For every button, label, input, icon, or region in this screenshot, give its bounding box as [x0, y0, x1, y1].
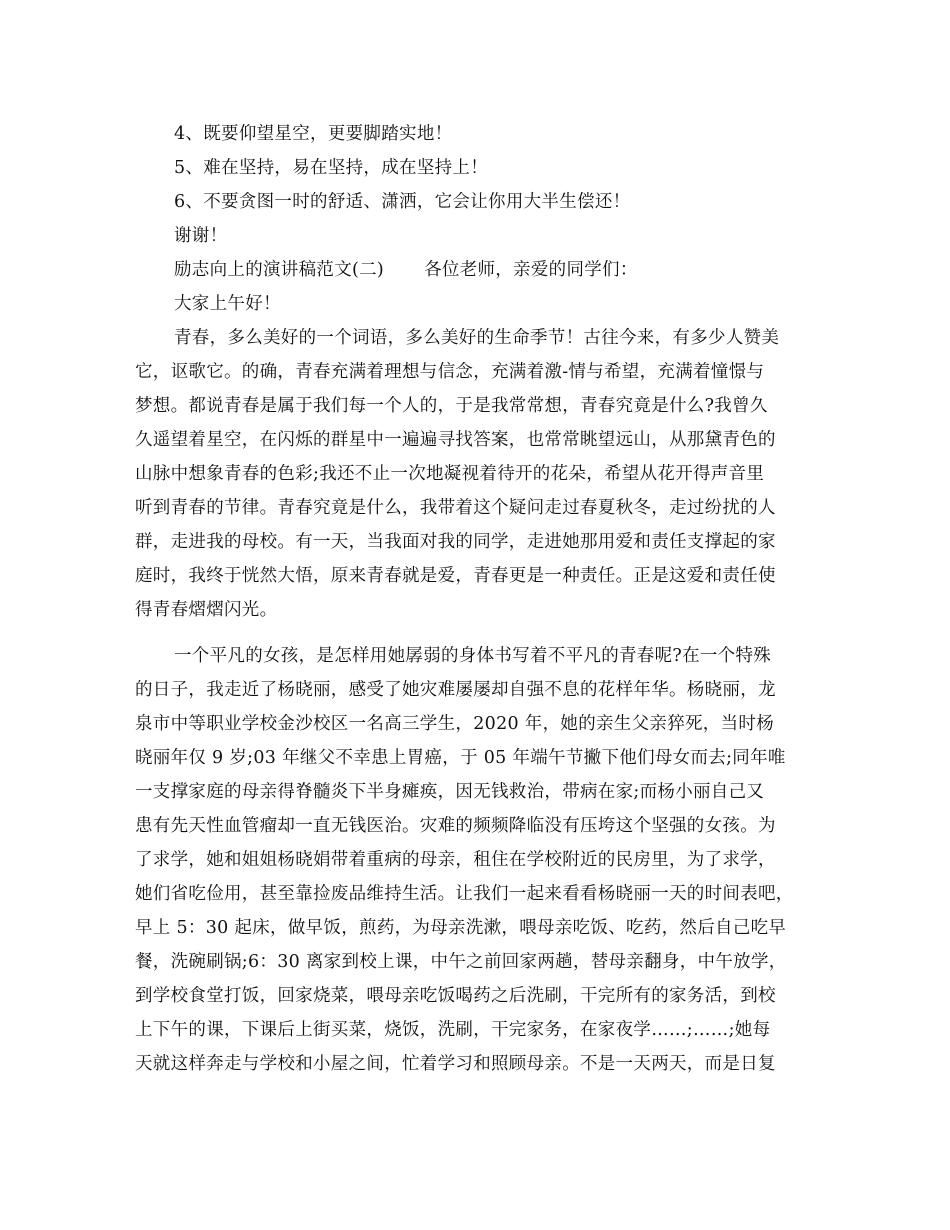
section-heading-line [174, 256, 638, 281]
paragraph-line: 天就这样奔走与学校和小屋之间，忙着学习和照顾母亲。不是一天两天，而是日复 [135, 1054, 776, 1074]
paragraph-line: 餐，洗碗刷锅;6：30 离家到校上课，中午之前回家两趟，替母亲翻身，中午放学， [135, 952, 787, 972]
paragraph-line: 上下午的课，下课后上街买菜，烧饭，洗刷，干完家务，在家夜学……;……;她每 [135, 1020, 771, 1040]
paragraph-line: 青春，多么美好的一个词语，多么美好的生命季节！古往今来，有多少人赞美 [174, 328, 780, 348]
list-item-6: 6、不要贪图一时的舒适、潇洒，它会让你用大半生偿还！ [174, 192, 631, 212]
paragraph-line: 梦想。都说青春是属于我们每一个人的，于是我常常想，青春究竟是什么?我曾久 [135, 396, 768, 416]
paragraph-line: 晓丽年仅 9 岁;03 年继父不幸患上胃癌，于 05 年端午节撇下他们母女而去;同年唯 [135, 748, 786, 768]
paragraph-line: 泉市中等职业学校金沙校区一名高三学生，2020 年，她的亲生父亲猝死，当时杨 [135, 714, 774, 734]
paragraph-line: 久遥望着星空，在闪烁的群星中一遍遍寻找答案，也常常眺望远山，从那黛青色的 [135, 430, 776, 450]
list-item-4: 4、既要仰望星空，更要脚踏实地！ [174, 124, 453, 144]
paragraph-line: 到学校食堂打饭，回家烧菜，喂母亲吃饭喝药之后洗刷，干完所有的家务活，到校 [135, 986, 776, 1006]
paragraph-line: 患有先天性血管瘤却一直无钱医治。灾难的频频降临没有压垮这个坚强的女孩。为 [135, 816, 776, 836]
paragraph-line: 山脉中想象青春的色彩;我还不止一次地凝视着待开的花朵，希望从花开得声音里 [135, 464, 765, 484]
paragraph-line: 它，讴歌它。的确，青春充满着理想与信念，充满着激-情与希望，充满着憧憬与 [135, 362, 765, 382]
paragraph-line: 一个平凡的女孩，是怎样用她孱弱的身体书写着不平凡的青春呢?在一个特殊 [174, 646, 772, 666]
paragraph-line: 群，走进我的母校。有一天，当我面对我的同学，走进她那用爱和责任支撑起的家 [135, 532, 776, 552]
paragraph-line: 庭时，我终于恍然大悟，原来青春就是爱，青春更是一种责任。正是这爱和责任使 [135, 566, 776, 586]
paragraph-line: 早上 5：30 起床，做早饭，煎药，为母亲洗漱，喂母亲吃饭、吃药，然后自己吃早 [135, 918, 787, 938]
thanks-line: 谢谢！ [174, 226, 228, 246]
list-item-5: 5、难在坚持，易在坚持，成在坚持上！ [174, 158, 489, 178]
greeting-line: 大家上午好！ [174, 294, 281, 314]
paragraph-line: 一支撑家庭的母亲得脊髓炎下半身瘫痪，因无钱救治，带病在家;而杨小丽自己又 [135, 782, 765, 802]
paragraph-line: 听到青春的节律。青春究竟是什么，我带着这个疑问走过春夏秋冬，走过纷扰的人 [135, 498, 776, 518]
paragraph-line: 了求学，她和姐姐杨晓娟带着重病的母亲，租住在学校附近的民房里，为了求学， [135, 850, 776, 870]
paragraph-line: 她们省吃俭用，甚至靠捡废品维持生活。让我们一起来看看杨晓丽一天的时间表吧， [135, 884, 794, 904]
greeting-salutation: 各位老师，亲爱的同学们： [424, 260, 638, 280]
paragraph-line: 的日子，我走近了杨晓丽，感受了她灾难屡屡却自强不息的花样年华。杨晓丽，龙 [135, 680, 776, 700]
paragraph-line: 得青春熠熠闪光。 [135, 600, 278, 620]
section-title: 励志向上的演讲稿范文(二) [174, 260, 385, 280]
